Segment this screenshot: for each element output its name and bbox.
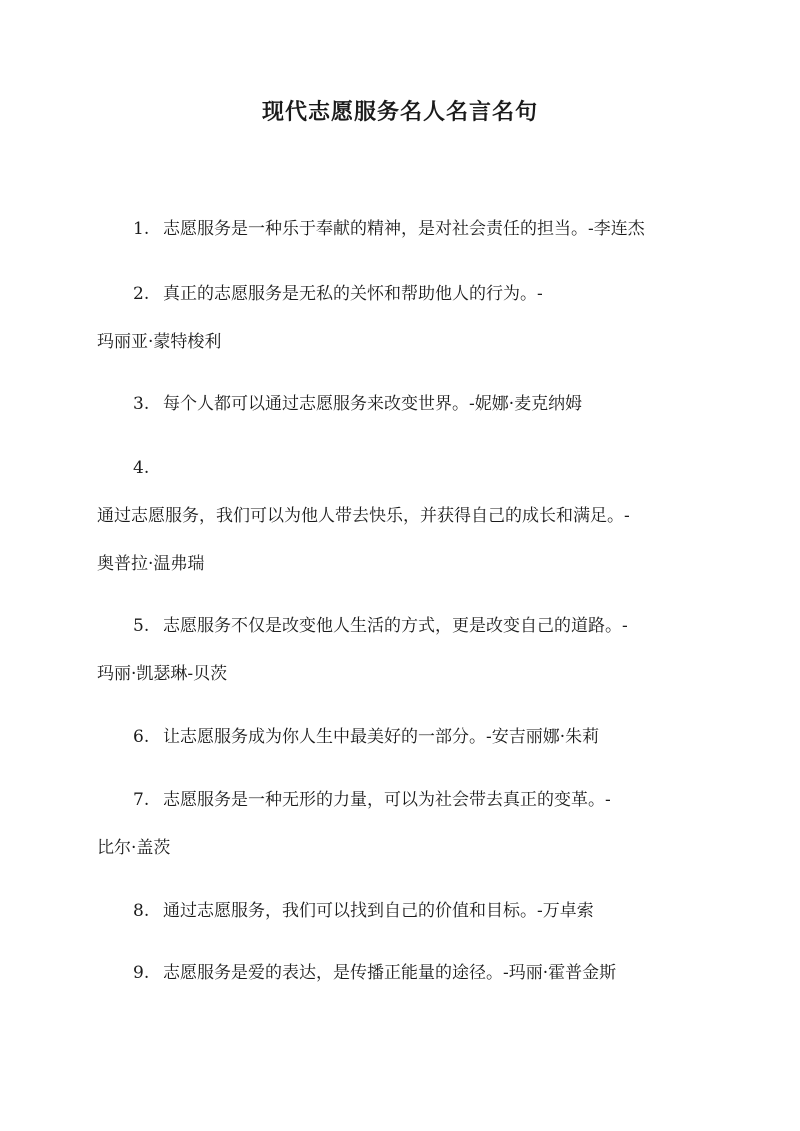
quote-5-author: 玛丽·凯瑟琳-贝茨 — [97, 664, 228, 684]
quote-text: 志愿服务是爱的表达，是传播正能量的途径。-玛丽·霍普金斯 — [163, 963, 617, 983]
quote-number: 3. — [133, 394, 150, 414]
quote-2 — [133, 281, 543, 307]
quote-8 — [133, 898, 594, 924]
quote-number: 1. — [133, 219, 150, 239]
quote-number: 7. — [133, 790, 150, 810]
quote-6 — [133, 724, 599, 750]
quote-3 — [133, 391, 582, 417]
quote-number: 9. — [133, 963, 150, 983]
quote-4-text: 通过志愿服务，我们可以为他人带去快乐，并获得自己的成长和满足。- — [97, 506, 630, 526]
quote-4-author: 奥普拉·温弗瑞 — [97, 554, 205, 574]
page-title: 现代志愿服务名人名言名句 — [261, 99, 538, 125]
quote-text: 志愿服务是一种乐于奉献的精神，是对社会责任的担当。-李连杰 — [163, 219, 645, 239]
quote-number: 8. — [133, 901, 150, 921]
quote-text: 志愿服务是一种无形的力量，可以为社会带去真正的变革。- — [163, 790, 611, 810]
quote-number: 4. — [133, 458, 150, 478]
quote-number: 2. — [133, 284, 150, 304]
quote-7 — [133, 787, 611, 813]
quote-number: 5. — [133, 616, 150, 636]
quote-text: 每个人都可以通过志愿服务来改变世界。-妮娜·麦克纳姆 — [163, 394, 583, 414]
quote-1 — [133, 216, 645, 242]
quote-5 — [133, 613, 628, 639]
quote-text: 让志愿服务成为你人生中最美好的一部分。-安吉丽娜·朱莉 — [163, 727, 600, 747]
quote-4 — [133, 455, 163, 481]
quote-2-author: 玛丽亚·蒙特梭利 — [97, 332, 222, 352]
quote-7-author: 比尔·盖茨 — [97, 838, 171, 858]
quote-text: 志愿服务不仅是改变他人生活的方式，更是改变自己的道路。- — [163, 616, 628, 636]
quote-number: 6. — [133, 727, 150, 747]
quote-text: 通过志愿服务，我们可以找到自己的价值和目标。-万卓索 — [163, 901, 594, 921]
quote-text: 真正的志愿服务是无私的关怀和帮助他人的行为。- — [163, 284, 543, 304]
quote-9 — [133, 960, 616, 986]
